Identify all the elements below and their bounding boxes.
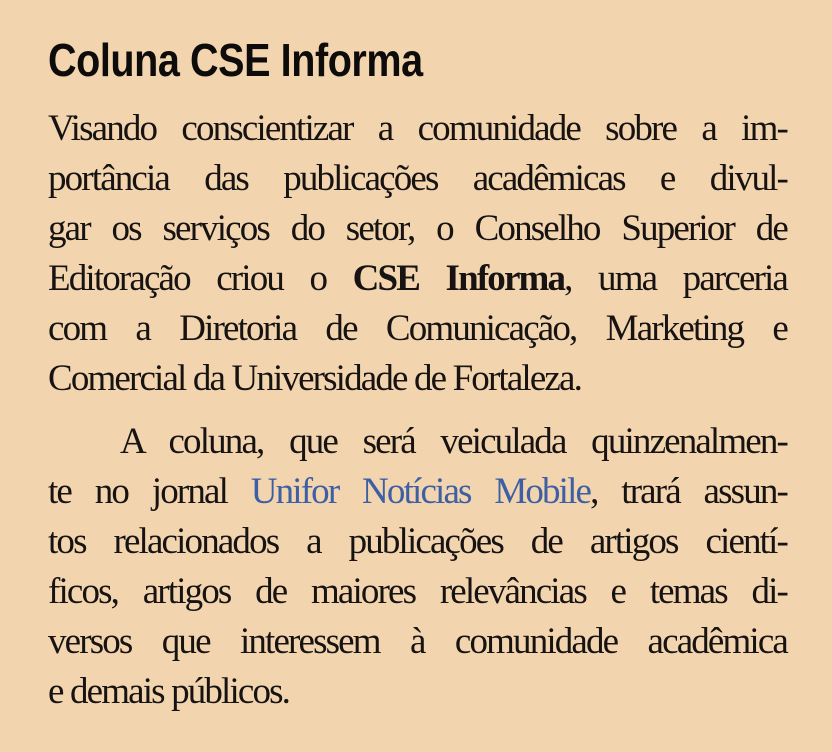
text-line: [48, 354, 787, 404]
text-run: e demais públicos.: [48, 671, 290, 712]
text-line: [48, 154, 787, 204]
text-line: [48, 417, 787, 467]
text-run: A coluna, que será veiculada quinzenalmen-: [120, 421, 787, 462]
text-run: te no jornal: [48, 471, 251, 512]
text-line: [48, 467, 787, 517]
paragraph: [48, 104, 787, 404]
text-run: ficos, artigos de maiores relevâncias e temas di-: [48, 571, 787, 612]
text-line: [48, 567, 787, 617]
bold-text: CSE Informa: [352, 258, 565, 299]
text-run: gar os serviços do setor, o Conselho Superior de: [48, 208, 787, 249]
text-run: , uma parceria: [564, 258, 787, 299]
text-line: [48, 667, 787, 717]
text-run: versos que interessem à comunidade acadêmica: [48, 621, 787, 662]
paragraph: [48, 417, 787, 717]
text-run: Editoração criou o: [48, 258, 353, 299]
text-line: [48, 104, 787, 154]
article-title: Coluna CSE Informa: [48, 34, 423, 86]
text-run: com a Diretoria de Comunicação, Marketing e: [48, 308, 787, 349]
text-line: [48, 517, 787, 567]
text-line: [48, 304, 787, 354]
text-run: portância das publicações acadêmicas e divul-: [48, 158, 787, 199]
link-unifor-noticias-mobile[interactable]: Unifor Notícias Mobile: [250, 471, 591, 512]
text-run: tos relacionados a publicações de artigos cientí-: [48, 521, 787, 562]
text-line: [48, 254, 787, 304]
text-line: [48, 617, 787, 667]
text-line: [48, 204, 787, 254]
article-body: [48, 104, 787, 717]
text-run: Comercial da Universidade de Fortaleza.: [48, 358, 581, 399]
text-run: Visando conscientizar a comunidade sobre a im-: [48, 108, 787, 149]
text-run: , trará assun-: [590, 471, 787, 512]
